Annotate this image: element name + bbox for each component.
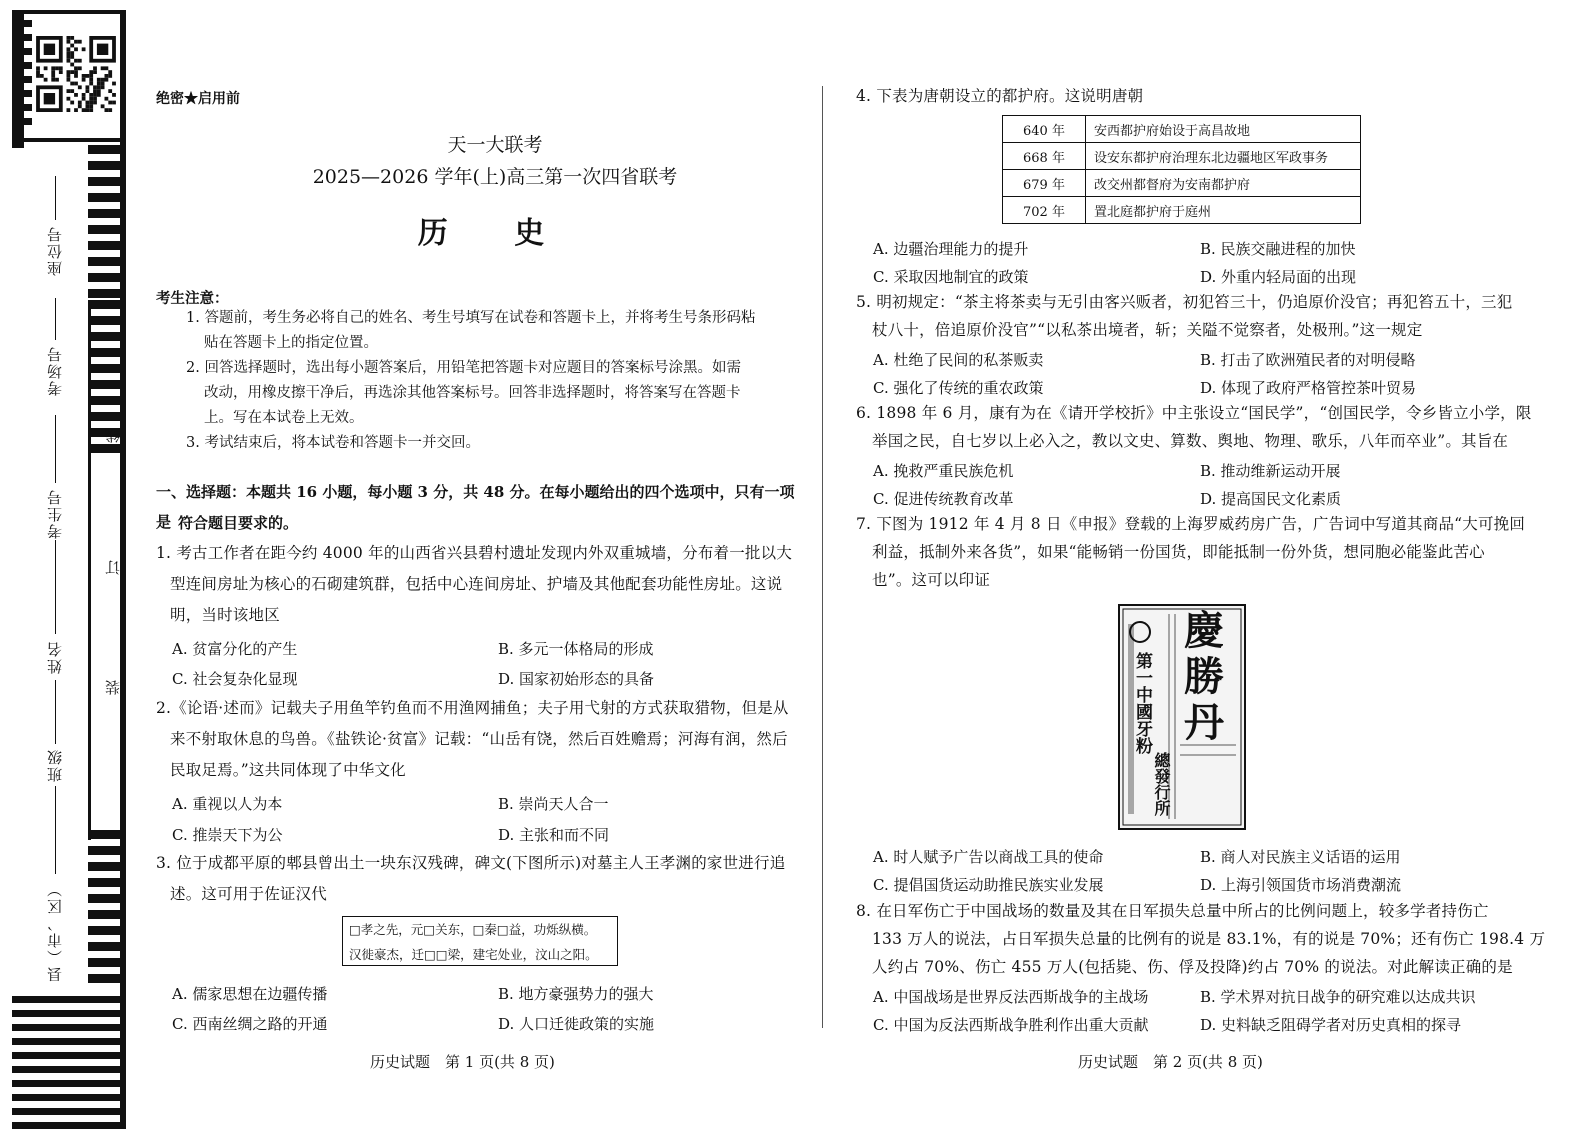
q4-option-b[interactable]: B. 民族交融进程的加快 — [1200, 240, 1356, 258]
question-8-text: 8. 在日军伤亡于中国战场的数量及其在日军损失总量中所占的比例问题上，较多学者持伤亡 — [856, 902, 1489, 920]
question-6-text: 6. 1898 年 6 月，康有为在《请开学校折》中主张设立“国民学”，“创国民学，令乡皆立小学，限 — [856, 404, 1532, 422]
stele-inscription-box — [342, 916, 618, 966]
class-label: 班级 — [46, 748, 64, 782]
question-1-text: 型连间房址为核心的石砌建筑群，包括中心连间房址、护墙及其他配套功能性房址。这说 — [170, 575, 783, 593]
q2-option-d[interactable]: D. 主张和而不同 — [498, 826, 610, 844]
ad-title-char: 勝 — [1184, 653, 1224, 700]
note-line: 3. 考试结束后，将本试卷和答题卡一并交回。 — [186, 435, 480, 451]
table-row — [1003, 143, 1361, 170]
table-cell-event: 安西都护府始设于高昌故地 — [1086, 116, 1361, 143]
stele-line: □孝之先，元□关东，□秦□益，功烁纵横。 — [349, 922, 597, 937]
name-label: 姓名 — [46, 640, 64, 674]
question-5-text: 5. 明初规定：“茶主将茶卖与无引由客兴贩者，初犯笞三十，仍追原价没官；再犯笞五十，三犯 — [856, 293, 1513, 311]
note-line: 贴在答题卡上的指定位置。 — [204, 335, 378, 351]
question-4-text: 4. 下表为唐朝设立的都护府。这说明唐朝 — [856, 87, 1144, 105]
question-6-text: 举国之民，自七岁以上必入之，教以文史、算数、舆地、物理、歌乐，八年而卒业”。其旨在 — [872, 432, 1509, 450]
question-2-text: 来不射取休息的鸟兽。《盐铁论·贫富》记载：“山岳有饶，然后百姓赡焉；河海有润，然后 — [170, 730, 788, 748]
q8-option-b[interactable]: B. 学术界对抗日战争的研究难以达成共识 — [1200, 988, 1476, 1006]
field-line — [55, 415, 56, 483]
field-line — [55, 680, 56, 744]
field-line — [55, 786, 56, 874]
question-1-text: 明，当时该地区 — [170, 606, 280, 624]
subject-title: 历 史 — [417, 216, 573, 251]
table-cell-year: 640 年 — [1003, 116, 1086, 143]
ad-title-char: 慶 — [1184, 607, 1224, 654]
question-3-text: 3. 位于成都平原的郫县曾出土一块东汉残碑，碑文(下图所示)对墓主人王孝渊的家世进行追 — [156, 854, 786, 872]
q3-option-d[interactable]: D. 人口迁徙政策的实施 — [498, 1015, 655, 1033]
question-2-text: 民取足焉。”这共同体现了中华文化 — [170, 761, 406, 779]
ad-product-name: 第一中國牙粉 — [1132, 652, 1152, 754]
table-cell-year: 679 年 — [1003, 170, 1086, 197]
seat-number-label: 座位号 — [46, 225, 64, 276]
question-7-text: 7. 下图为 1912 年 4 月 8 日《申报》登载的上海罗威药房广告，广告词中写道其商品“大可挽回 — [856, 515, 1526, 533]
cut-line-char: 线 — [104, 428, 122, 443]
page-footer-right: 历史试题 第 2 页(共 8 页) — [1078, 1053, 1263, 1071]
q5-option-b[interactable]: B. 打击了欧洲殖民者的对明侵略 — [1200, 351, 1416, 369]
table-row — [1003, 197, 1361, 224]
county-label: 县（市、区） — [46, 880, 64, 982]
q1-option-b[interactable]: B. 多元一体格局的形成 — [498, 640, 654, 658]
note-line: 1. 答题前，考生务必将自己的姓名、考生号填写在试卷和答题卡上，并将考生号条形码粘 — [186, 310, 756, 326]
q4-option-d[interactable]: D. 外重内轻局面的出现 — [1200, 268, 1357, 286]
question-8-text: 133 万人的说法，占日军损失总量的比例有的说是 83.1%，有的说是 70%；还有伤亡 198.4 万 — [872, 930, 1546, 948]
field-line — [55, 298, 56, 340]
q5-option-c[interactable]: C. 强化了传统的重农政策 — [873, 379, 1044, 397]
ad-title-char: 丹 — [1184, 699, 1224, 746]
q6-option-d[interactable]: D. 提高国民文化素质 — [1200, 490, 1342, 508]
q5-option-a[interactable]: A. 杜绝了民间的私茶贩卖 — [873, 351, 1044, 369]
tang-protectorate-table — [1002, 115, 1361, 224]
table-cell-event: 置北庭都护府于庭州 — [1086, 197, 1361, 224]
question-8-text: 人约占 70%、伤亡 455 万人(包括毙、伤、俘及投降)约占 70% 的说法。对此解读正确的是 — [872, 958, 1513, 976]
question-2-text: 2.《论语·述而》记载夫子用鱼竿钓鱼而不用渔网捕鱼；夫子用弋射的方式获取猎物，但是从 — [156, 699, 789, 717]
q8-option-a[interactable]: A. 中国战场是世界反法西斯战争的主战场 — [873, 988, 1149, 1006]
ad-distributor: 總發行所 — [1152, 752, 1171, 816]
exam-title: 2025—2026 学年(上)高三第一次四省联考 — [312, 166, 678, 188]
field-line — [55, 540, 56, 634]
q1-option-a[interactable]: A. 贫富分化的产生 — [172, 640, 298, 658]
table-cell-event: 改交州都督府为安南都护府 — [1086, 170, 1361, 197]
table-cell-event: 设安东都护府治理东北边疆地区军政事务 — [1086, 143, 1361, 170]
question-7-text: 也”。这可以印证 — [872, 571, 991, 589]
question-1-text: 1. 考古工作者在距今约 4000 年的山西省兴县碧村遗址发现内外双重城墙，分布着一批以大 — [156, 544, 793, 562]
q1-option-d[interactable]: D. 国家初始形态的具备 — [498, 670, 655, 688]
table-row — [1003, 170, 1361, 197]
question-5-text: 杖八十，倍追原价没官”“以私茶出境者，斩；关隘不觉察者，处极刑。”这一规定 — [872, 321, 1423, 339]
q6-option-a[interactable]: A. 挽救严重民族危机 — [873, 462, 1014, 480]
newspaper-advertisement-image — [1118, 604, 1246, 830]
section-heading: 一、选择题：本题共 16 小题，每小题 3 分，共 48 分。在每小题给出的四个选项中，只有一项是 — [156, 483, 795, 531]
q1-option-c[interactable]: C. 社会复杂化显现 — [172, 670, 298, 688]
table-row — [1003, 116, 1361, 143]
q3-option-c[interactable]: C. 西南丝绸之路的开通 — [172, 1015, 328, 1033]
q7-option-b[interactable]: B. 商人对民族主义话语的运用 — [1200, 848, 1401, 866]
page-footer-left: 历史试题 第 1 页(共 8 页) — [370, 1053, 555, 1071]
qr-code-icon — [36, 36, 116, 112]
q4-option-a[interactable]: A. 边疆治理能力的提升 — [873, 240, 1029, 258]
room-number-label: 考场号 — [46, 345, 64, 396]
cut-line-char: 订 — [104, 560, 122, 575]
section-heading-cont: 符合题目要求的。 — [178, 514, 299, 532]
q8-option-d[interactable]: D. 史料缺乏阻碍学者对历史真相的探寻 — [1200, 1016, 1462, 1034]
q2-option-a[interactable]: A. 重视以人为本 — [172, 795, 283, 813]
q5-option-d[interactable]: D. 体现了政府严格管控茶叶贸易 — [1200, 379, 1417, 397]
q2-option-b[interactable]: B. 崇尚天人合一 — [498, 795, 609, 813]
candidate-number-label: 考生号 — [46, 488, 64, 539]
question-3-text: 述。这可用于佐证汉代 — [170, 885, 328, 903]
q6-option-b[interactable]: B. 推动维新运动开展 — [1200, 462, 1341, 480]
q7-option-c[interactable]: C. 提倡国货运动助推民族实业发展 — [873, 876, 1104, 894]
secrecy-mark: 绝密★启用前 — [156, 91, 240, 107]
q3-option-a[interactable]: A. 儒家思想在边疆传播 — [172, 985, 328, 1003]
question-7-text: 利益，抵制外来各货”，如果“能畅销一份国货，即能抵制一份外货，想同胞必能鉴此苦心 — [872, 543, 1485, 561]
note-line: 2. 回答选择题时，选出每小题答案后，用铅笔把答题卡对应题目的答案标号涂黑。如需 — [186, 360, 741, 376]
note-line: 改动，用橡皮擦干净后，再选涂其他答案标号。回答非选择题时，将答案写在答题卡 — [204, 385, 741, 401]
cut-line-char: 装 — [104, 680, 122, 695]
q8-option-c[interactable]: C. 中国为反法西斯战争胜利作出重大贡献 — [873, 1016, 1149, 1034]
note-line: 上。写在本试卷上无效。 — [204, 410, 364, 426]
notes-heading: 考生注意： — [156, 290, 229, 307]
field-line — [55, 176, 56, 220]
column-divider — [822, 86, 823, 1028]
q7-option-a[interactable]: A. 时人赋予广告以商战工具的使命 — [873, 848, 1104, 866]
q4-option-c[interactable]: C. 采取因地制宜的政策 — [873, 268, 1029, 286]
table-cell-year: 668 年 — [1003, 143, 1086, 170]
stele-line: 汉徙豪杰，迁□□梁，建宅处业，汶山之阳。 — [349, 947, 598, 962]
q6-option-c[interactable]: C. 促进传统教育改革 — [873, 490, 1014, 508]
q7-option-d[interactable]: D. 上海引领国货市场消费潮流 — [1200, 876, 1402, 894]
exam-organizer: 天一大联考 — [447, 134, 543, 156]
table-cell-year: 702 年 — [1003, 197, 1086, 224]
q3-option-b[interactable]: B. 地方豪强势力的强大 — [498, 985, 654, 1003]
q2-option-c[interactable]: C. 推崇天下为公 — [172, 826, 283, 844]
binding-strip — [0, 0, 130, 1138]
